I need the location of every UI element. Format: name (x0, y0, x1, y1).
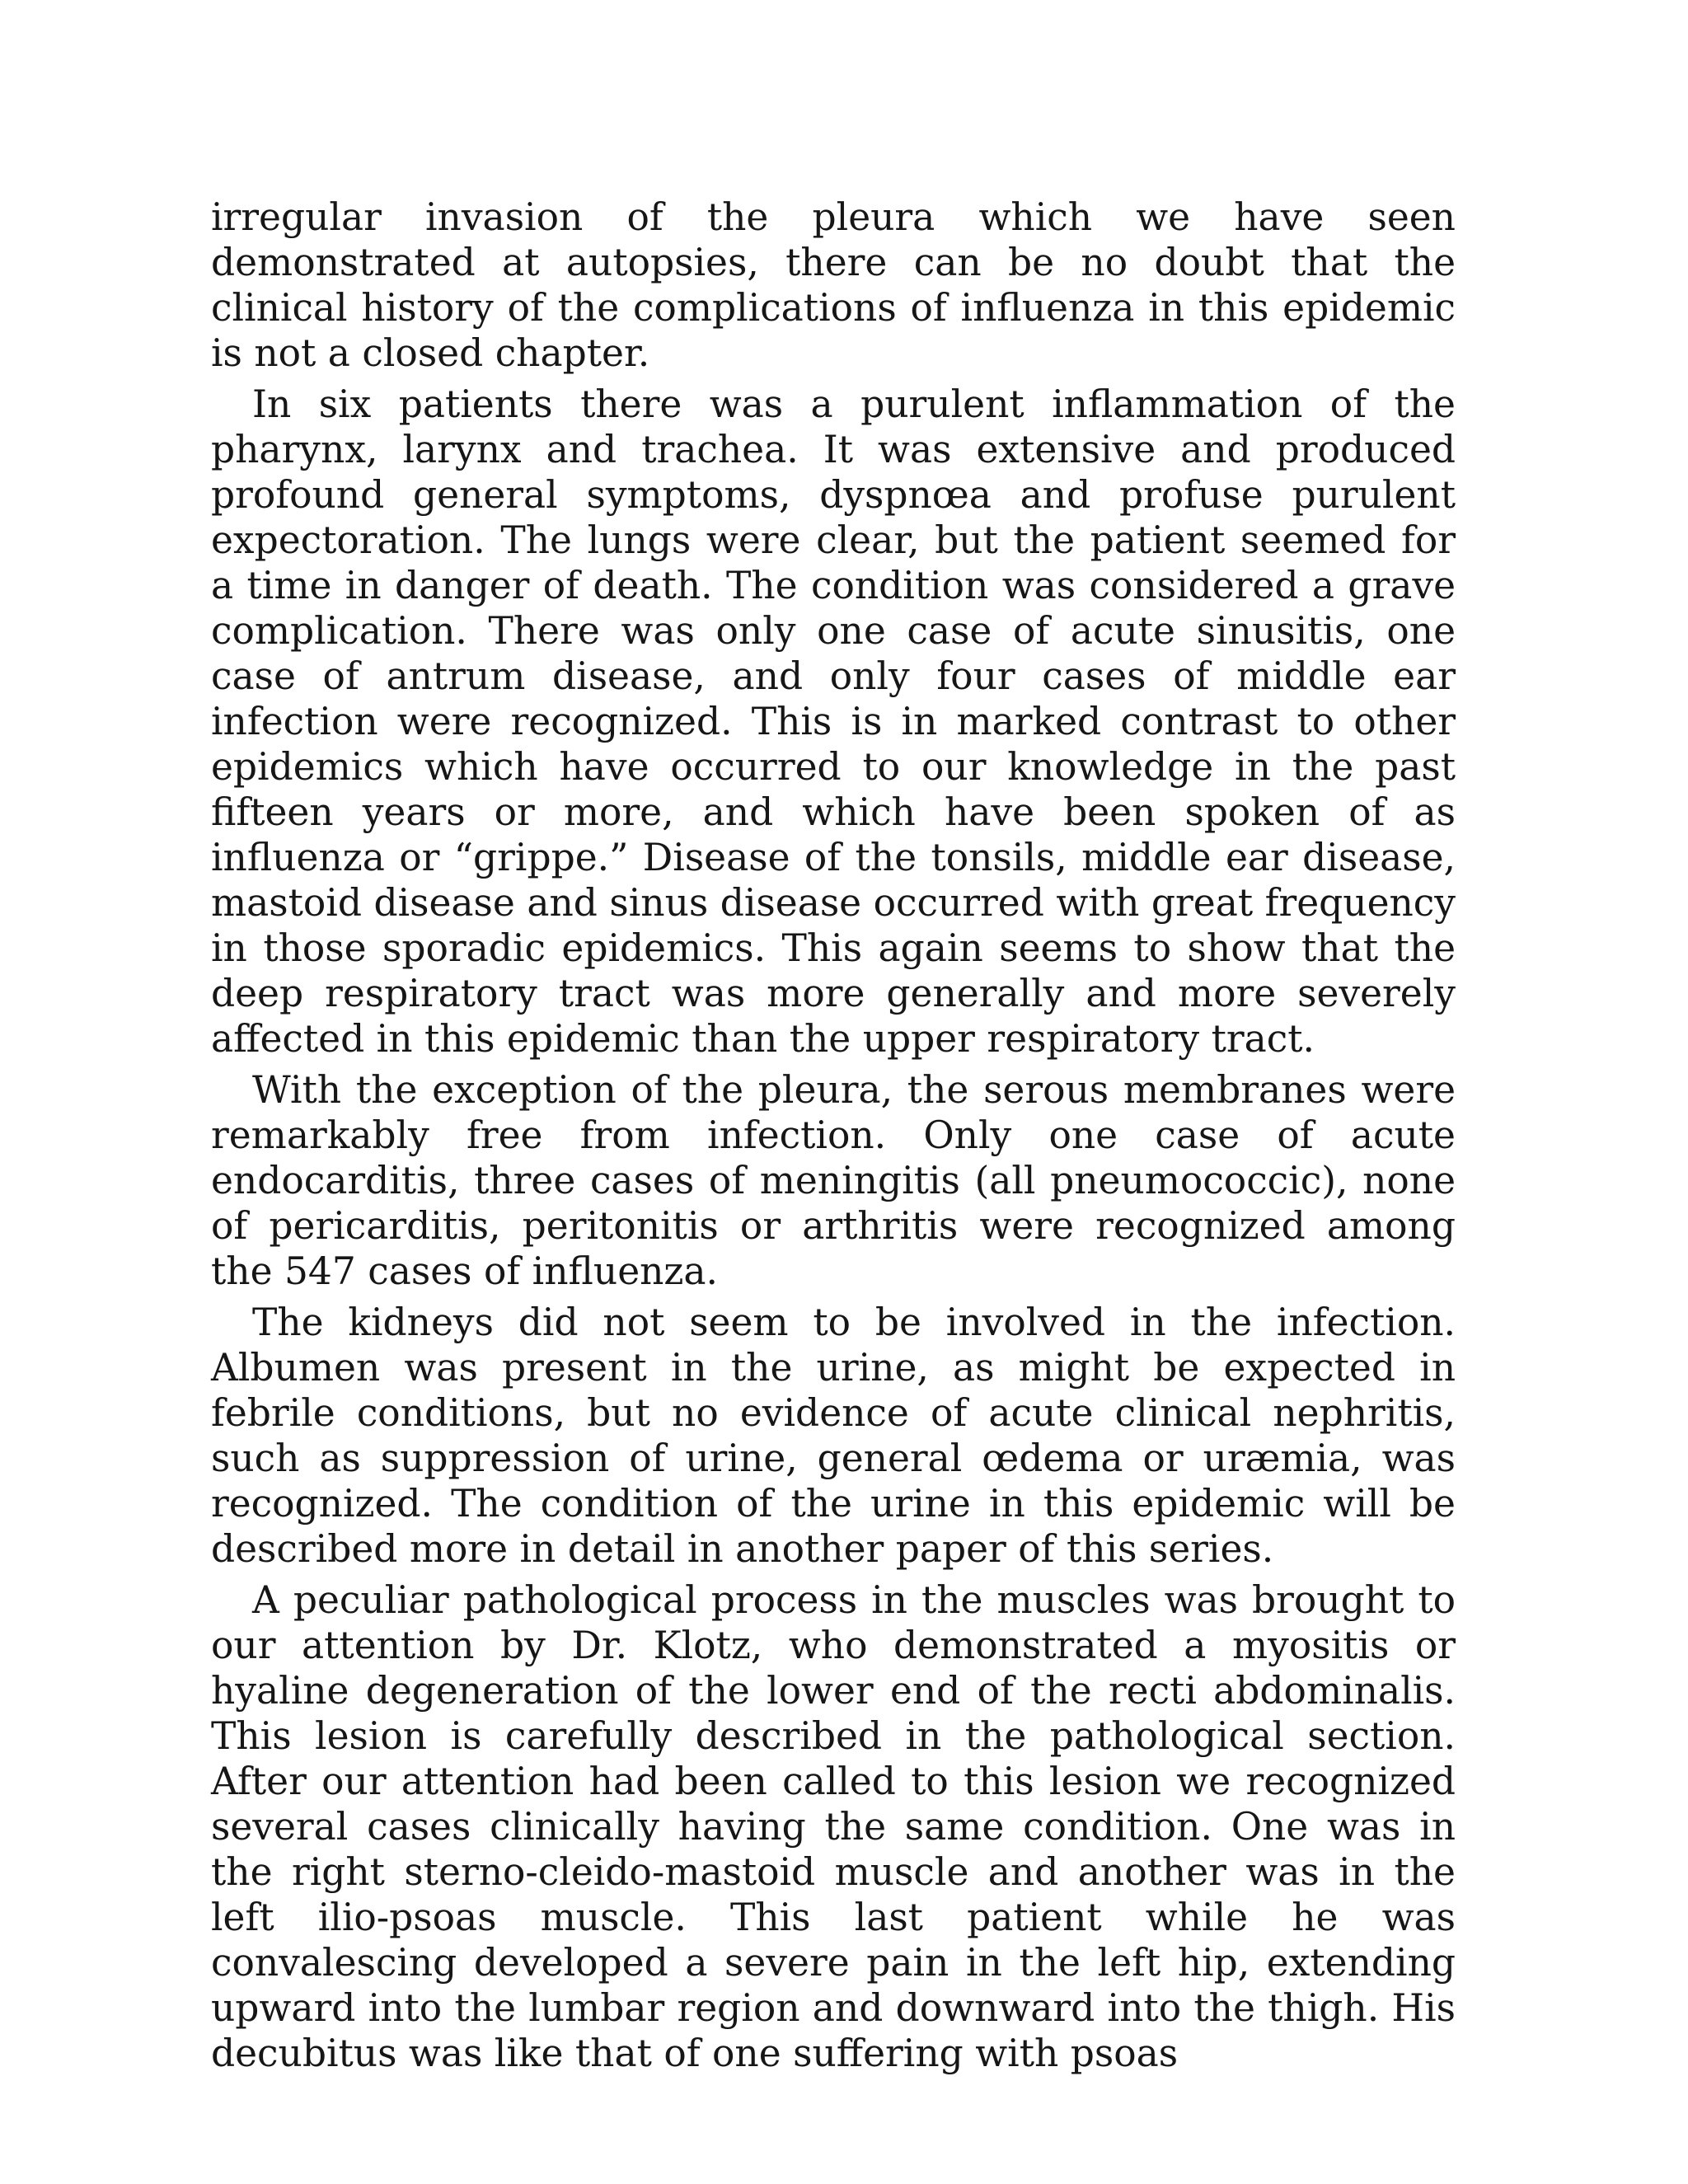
paragraph-respiratory-complications: In six patients there was a purulent inflammation of the pharynx, larynx and trachea. It was extensive and produced profound general symptoms, dyspnœa and profuse purulent expectoration. The lungs were clear, but the patient seemed for a time in danger of death. The condition was considered a grave complication. There was only one case of acute sinusitis, one case of antrum disease, and only four cases of middle ear infection were recognized. This is in marked contrast to other epidemics which have occurred to our knowledge in the past fifteen years or more, and which have been spoken of as influenza or “grippe.” Disease of the tonsils, middle ear disease, mastoid disease and sinus disease occurred with great frequency in those sporadic epidemics. This again seems to show that the deep respiratory tract was more generally and more severely affected in this epidemic than the upper respiratory tract. (211, 382, 1456, 1061)
paragraph-muscle-lesion: A peculiar pathological process in the muscles was brought to our attention by Dr. Klotz, who demonstrated a myositis or hyaline degeneration of the lower end of the recti abdominalis. This lesion is carefully described in the pathological section. After our attention had been called to this lesion we recognized several cases clinically having the same condition. One was in the right sterno-cleido-mastoid muscle and another was in the left ilio-psoas muscle. This last patient while he was convalescing developed a severe pain in the left hip, extending upward into the lumbar region and downward into the thigh. His decubitus was like that of one suffering with psoas (211, 1578, 1456, 2075)
paragraph-kidneys: The kidneys did not seem to be involved in the infection. Albumen was present in the urine, as might be expected in febrile conditions, but no evidence of acute clinical nephritis, such as suppression of urine, general œdema or uræmia, was recognized. The condition of the urine in this epidemic will be described more in detail in another paper of this series. (211, 1301, 1456, 1571)
document-page (211, 194, 1456, 2082)
paragraph-serous-membranes: With the exception of the pleura, the serous membranes were remarkably free from infection. Only one case of acute endocarditis, three cases of meningitis (all pneumococcic), none of pericarditis, peritonitis or arthritis were recognized among the 547 cases of influenza. (211, 1068, 1456, 1293)
paragraph-continuation: irregular invasion of the pleura which we have seen demonstrated at autopsies, there can be no doubt that the clinical history of the complications of influenza in this epidemic is not a closed chapter. (211, 195, 1456, 375)
